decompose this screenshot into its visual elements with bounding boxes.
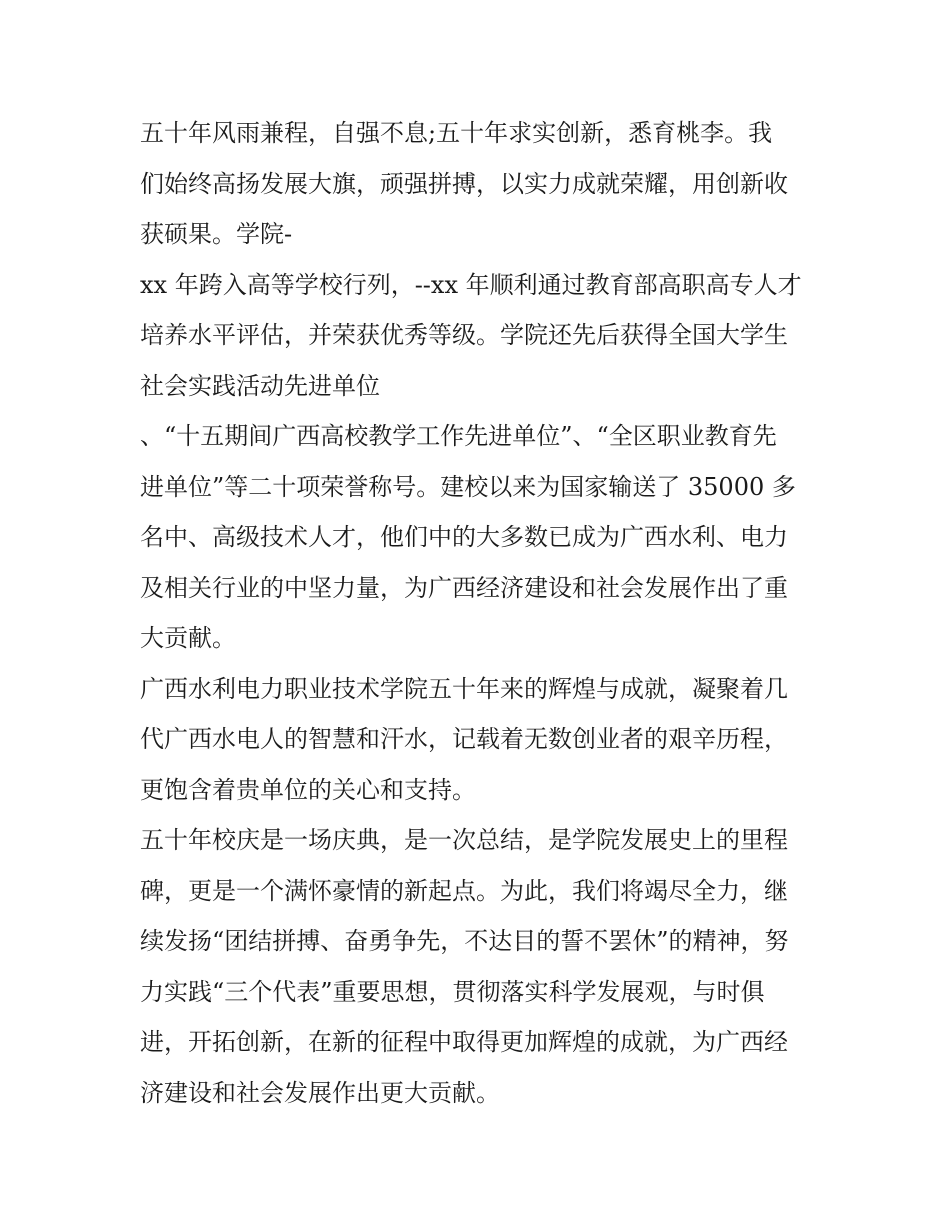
text-line: 培养水平评估，并荣获优秀等级。学院还先后获得全国大学生	[140, 321, 788, 349]
text-line: 们始终高扬发展大旗，顽强拼搏，以实力成就荣耀，用创新收	[140, 169, 788, 198]
text-line: 力实践“三个代表”重要思想，贯彻落实科学发展观，与时俱	[140, 977, 765, 1006]
text-line: 广西水利电力职业技术学院五十年来的辉煌与成就，凝聚着几	[140, 674, 788, 703]
text-line: 更饱含着贵单位的关心和支持。	[140, 775, 476, 804]
text-line: 续发扬“团结拼搏、奋勇争先，不达目的誓不罢休”的精神，努	[140, 927, 789, 955]
text-line: 名中、高级技术人才，他们中的大多数已成为广西水利、电力	[140, 523, 788, 551]
text-line: 进单位”等二十项荣誉称号。建校以来为国家输送了 35000 多	[140, 472, 796, 501]
text-line: 获硕果。学院-	[140, 220, 293, 248]
text-line: 济建设和社会发展作出更大贡献。	[140, 1078, 500, 1107]
body-text	[140, 108, 820, 1118]
text-line: 及相关行业的中坚力量，为广西经济建设和社会发展作出了重	[140, 573, 788, 602]
text-line: 碑，更是一个满怀豪情的新起点。为此，我们将竭尽全力，继	[140, 876, 788, 905]
text-line: xx 年跨入高等学校行列，--xx 年顺利通过教育部高职高专人才	[140, 270, 802, 299]
text-line: 社会实践活动先进单位	[140, 371, 380, 400]
text-line: 五十年校庆是一场庆典，是一次总结，是学院发展史上的里程	[140, 826, 788, 854]
text-line: 、“十五期间广西高校教学工作先进单位”、“全区职业教育先	[140, 422, 777, 450]
text-line: 进，开拓创新，在新的征程中取得更加辉煌的成就，为广西经	[140, 1028, 788, 1056]
text-line: 代广西水电人的智慧和汗水，记载着无数创业者的艰辛历程，	[140, 725, 788, 753]
text-line: 五十年风雨兼程，自强不息;五十年求实创新，悉育桃李。我	[140, 119, 773, 147]
text-line: 大贡献。	[140, 624, 236, 652]
